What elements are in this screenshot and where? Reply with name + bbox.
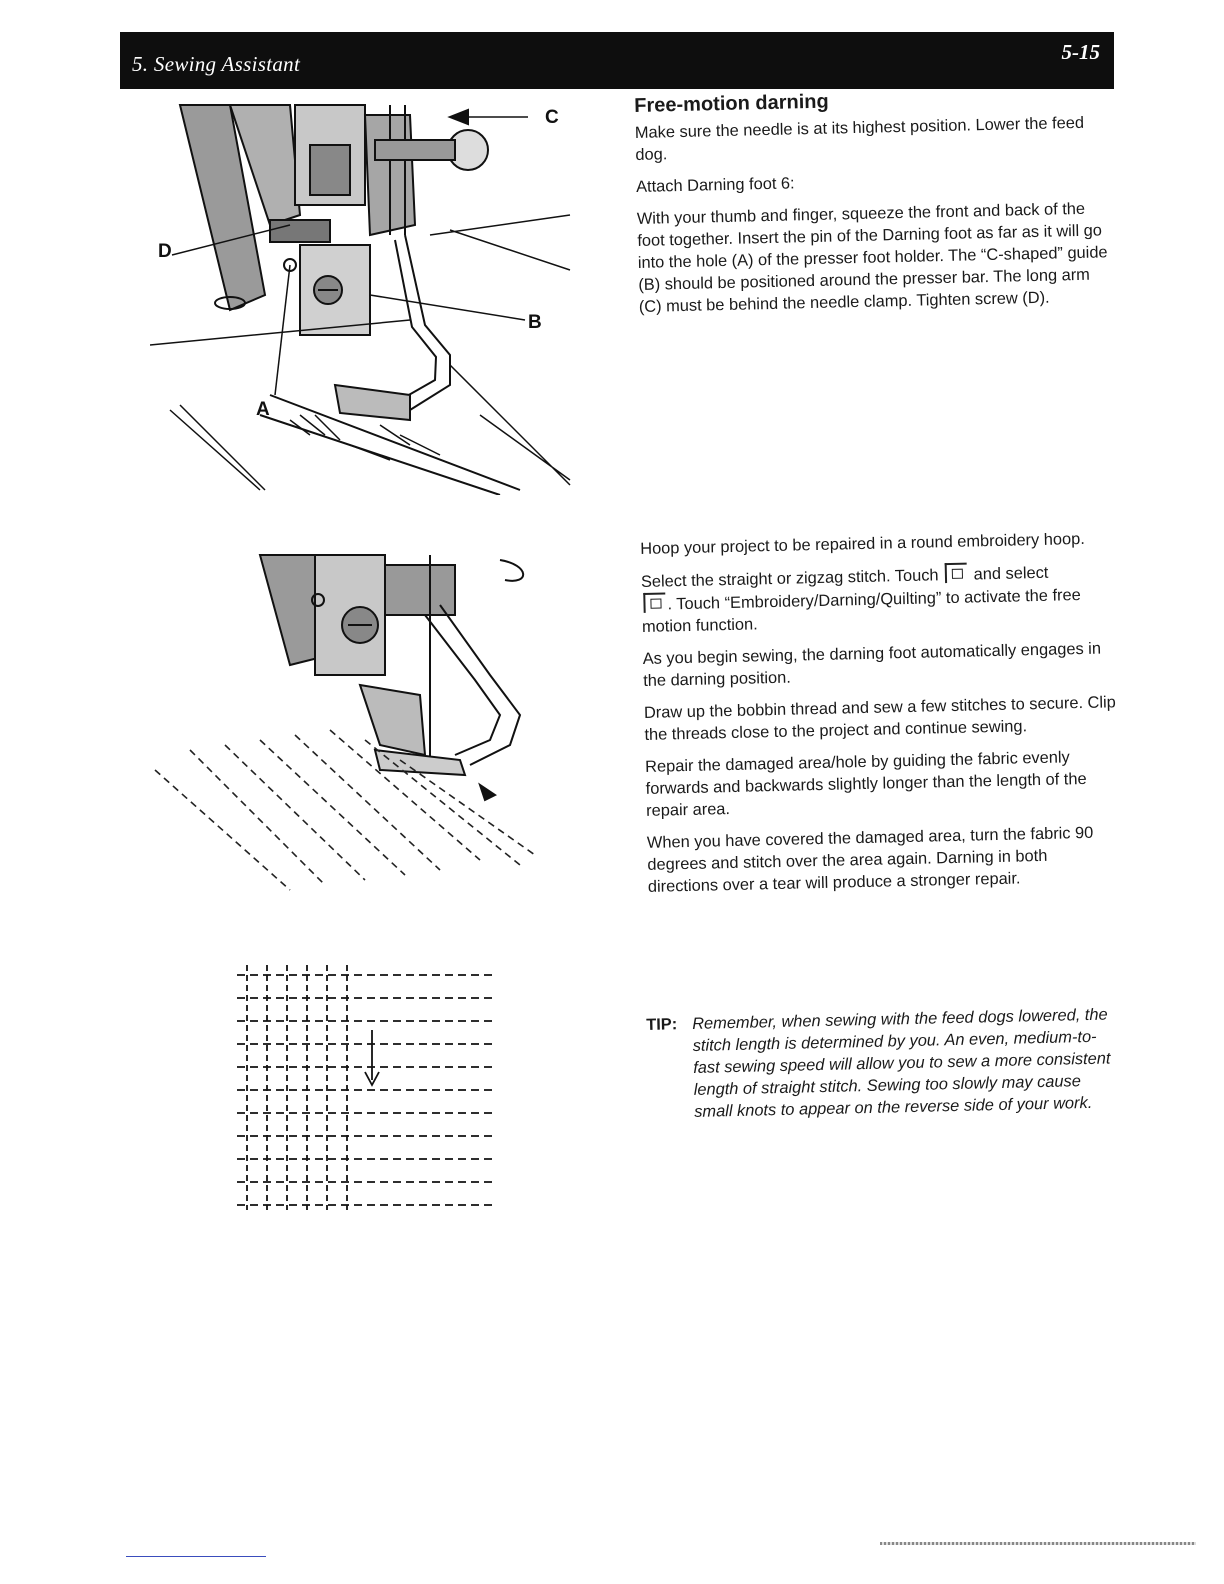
darning-foot-attachment-illustration xyxy=(150,95,590,495)
select-stitch-text-a: Select the straight or zigzag stitch. Touch xyxy=(640,566,939,591)
footer-rule-left xyxy=(126,1556,266,1557)
tip-label: TIP: xyxy=(646,1015,678,1034)
paragraph-select-stitch xyxy=(641,559,1116,638)
paragraph-needle-position: Make sure the needle is at its highest position. Lower the feed dog. xyxy=(634,113,1085,164)
paragraph-hoop: Hoop your project to be repaired in a round embroidery hoop. xyxy=(640,529,1085,558)
darning-steps-section xyxy=(640,527,1122,908)
tip-text: Remember, when sewing with the feed dogs lowered, the stitch length is determined by you. An even, medium-to-fast sewing speed will allow you to sew a more consistent length of straight stitch. Sewing too slowly may cause small knots to appear on the reverse side of your work. xyxy=(692,1005,1111,1121)
tip-box xyxy=(646,1003,1120,1124)
paragraph-insert-foot: With your thumb and finger, squeeze the front and back of the foot together. Insert the pin of the Darning foot as far as it will go into the hole (A) of the presser foot holder. The “C-shaped” guide (B) should be positioned around the presser bar. The long arm (C) must be behind the needle clamp. Tighten screw (D). xyxy=(636,199,1108,316)
section-title: 5. Sewing Assistant xyxy=(132,52,301,76)
page-number: 5-15 xyxy=(1061,40,1100,64)
select-stitch-text-b: and select xyxy=(973,563,1049,584)
paragraph-repair-area: Repair the damaged area/hole by guiding the fabric evenly forwards and backwards slightly longer than the length of the repair area. xyxy=(644,748,1087,820)
darning-in-progress-illustration xyxy=(150,545,540,915)
paragraph-attach-foot: Attach Darning foot 6: xyxy=(635,174,795,196)
free-motion-darning-section xyxy=(634,83,1109,328)
paragraph-bobbin-thread: Draw up the bobbin thread and sew a few stitches to secure. Clip the threads close to the project and continue sewing. xyxy=(643,693,1117,744)
machine-settings-icon xyxy=(643,592,665,612)
label-a: A xyxy=(256,399,270,420)
label-d: D xyxy=(158,241,172,262)
section-heading: Free-motion darning xyxy=(634,90,829,117)
label-b: B xyxy=(528,312,542,333)
select-stitch-text-c: . Touch “Embroidery/Darning/Quilting” to activate the free motion function. xyxy=(641,586,1081,636)
header-bar xyxy=(120,32,1114,89)
footer-rule-right xyxy=(880,1542,1196,1545)
label-c: C xyxy=(545,107,559,128)
darning-stitch-pattern-illustration xyxy=(232,960,507,1220)
paragraph-turn-fabric: When you have covered the damaged area, turn the fabric 90 degrees and stitch over the area again. Darning in both directions over a tear will produce a stronger repair. xyxy=(646,823,1094,896)
paragraph-begin-sewing: As you begin sewing, the darning foot automatically engages in the darning position. xyxy=(642,639,1102,690)
settings-menu-icon xyxy=(945,563,967,583)
